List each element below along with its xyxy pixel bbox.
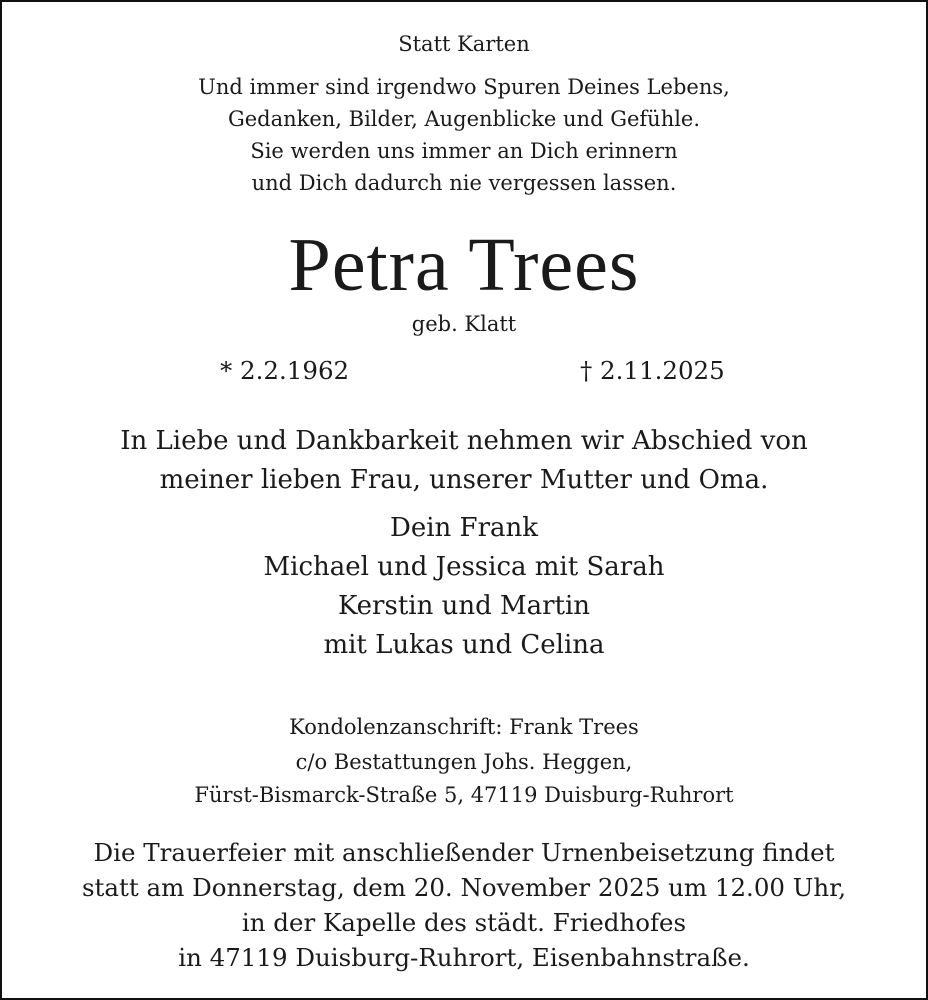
ceremony-line: Die Trauerfeier mit anschließender Urnenbeisetzung findet xyxy=(93,838,835,867)
death-date: † 2.11.2025 xyxy=(580,356,725,385)
deceased-name: Petra Trees xyxy=(288,223,640,307)
maiden-name: geb. Klatt xyxy=(411,312,517,336)
poem-line: und Dich dadurch nie vergessen lassen. xyxy=(251,171,677,195)
ceremony-line: in der Kapelle des städt. Friedhofes xyxy=(241,908,687,937)
poem-line: Gedanken, Bilder, Augenblicke und Gefühle. xyxy=(227,107,701,131)
poem-line: Und immer sind irgendwo Spuren Deines Lebens, xyxy=(198,75,730,99)
ceremony-line: statt am Donnerstag, dem 20. November 2025 um 12.00 Uhr, xyxy=(81,873,847,902)
condolence-address-line: Fürst-Bismarck-Straße 5, 47119 Duisburg-Ruhrort xyxy=(194,783,734,807)
birth-date: * 2.2.1962 xyxy=(220,356,350,385)
statt-karten: Statt Karten xyxy=(398,32,530,56)
family-line: Michael und Jessica mit Sarah xyxy=(263,552,665,582)
family-line: mit Lukas und Celina xyxy=(323,630,605,660)
farewell-line: In Liebe und Dankbarkeit nehmen wir Abschied von xyxy=(120,426,808,456)
family-line: Kerstin und Martin xyxy=(337,591,591,621)
condolence-address-line: Kondolenzanschrift: Frank Trees xyxy=(289,715,639,739)
family-line: Dein Frank xyxy=(389,513,539,543)
poem-line: Sie werden uns immer an Dich erinnern xyxy=(250,139,678,163)
farewell-line: meiner lieben Frau, unserer Mutter und Oma. xyxy=(159,465,769,495)
condolence-address-line: c/o Bestattungen Johs. Heggen, xyxy=(295,750,633,774)
ceremony-line: in 47119 Duisburg-Ruhrort, Eisenbahnstraße. xyxy=(178,943,750,972)
